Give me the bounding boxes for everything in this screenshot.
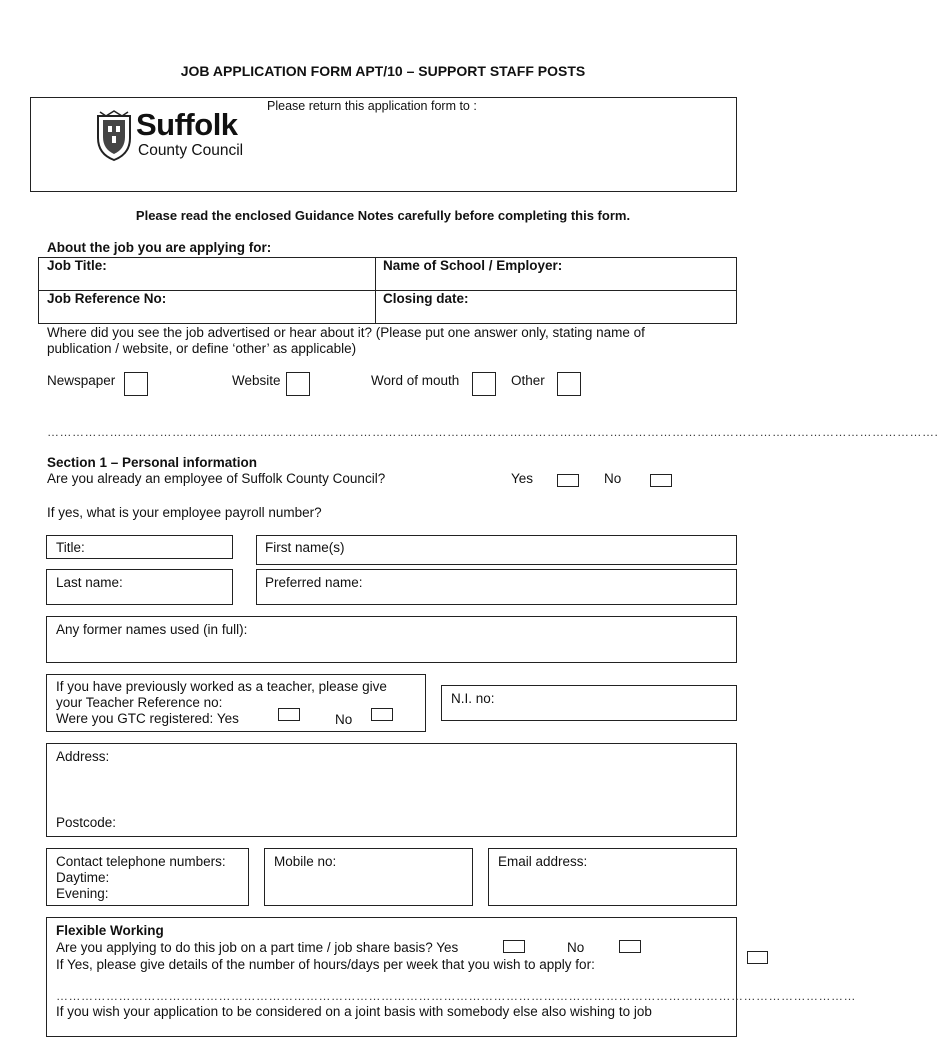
part-time-yes-checkbox[interactable] [503, 940, 525, 953]
hours-answer-line[interactable]: ………………………………………………………………………………………………………………………………………………………………………… [56, 989, 856, 1003]
payroll-question: If yes, what is your employee payroll number? [47, 505, 322, 520]
evening-label: Evening: [56, 886, 109, 901]
employee-no-checkbox[interactable] [650, 474, 672, 487]
job-table-vline [375, 257, 376, 324]
advert-question: Where did you see the job advertised or hear about it? (Please put one answer only, stating name of [47, 325, 645, 340]
employee-question: Are you already an employee of Suffolk County Council? [47, 471, 386, 486]
address-field[interactable] [46, 743, 737, 837]
school-employer-field[interactable]: Name of School / Employer: [383, 258, 563, 273]
gtc-question: Were you GTC registered: Yes [56, 711, 239, 726]
margin-checkbox[interactable] [747, 951, 768, 964]
part-time-question: Are you applying to do this job on a part time / job share basis? Yes [56, 940, 459, 955]
flexible-working-heading: Flexible Working [56, 923, 164, 938]
closing-date-field[interactable]: Closing date: [383, 291, 469, 306]
option-word-of-mouth-label: Word of mouth [371, 373, 460, 388]
employee-yes-checkbox[interactable] [557, 474, 579, 487]
logo-subtitle: County Council [138, 142, 244, 159]
postcode-label: Postcode: [56, 815, 117, 830]
address-label: Address: [56, 749, 110, 764]
guidance-note: Please read the enclosed Guidance Notes carefully before completing this form. [135, 208, 631, 223]
advert-question-cont: publication / website, or define ‘other’ as applicable) [47, 341, 357, 356]
ni-number-label: N.I. no: [451, 691, 495, 706]
crest-icon [94, 110, 134, 162]
logo [94, 108, 264, 164]
preferred-name-label: Preferred name: [265, 575, 363, 590]
option-other-label: Other [511, 373, 545, 388]
job-reference-field[interactable]: Job Reference No: [47, 291, 167, 306]
employee-no-label: No [604, 471, 622, 486]
option-other-checkbox[interactable] [557, 372, 581, 396]
return-text: Please return this application form to : [267, 99, 477, 113]
part-time-no-checkbox[interactable] [619, 940, 641, 953]
former-names-label: Any former names used (in full): [56, 622, 248, 637]
email-label: Email address: [498, 854, 588, 869]
part-time-no-label: No [567, 940, 585, 955]
option-website-label: Website [232, 373, 281, 388]
form-title: JOB APPLICATION FORM APT/10 – SUPPORT STAFF POSTS [180, 63, 586, 79]
mobile-label: Mobile no: [274, 854, 337, 869]
hours-details-label: If Yes, please give details of the number of hours/days per week that you wish to apply for: [56, 957, 595, 972]
teacher-reference-label: If you have previously worked as a teacher, please give [56, 679, 387, 694]
first-names-label: First name(s) [265, 540, 345, 555]
last-name-label: Last name: [56, 575, 123, 590]
job-title-field[interactable]: Job Title: [47, 258, 107, 273]
gtc-yes-checkbox[interactable] [278, 708, 300, 721]
advert-answer-line[interactable]: ……………………………………………………………………………………………………………………………………………………………………………………………. [47, 425, 938, 439]
teacher-reference-label-cont: your Teacher Reference no: [56, 695, 223, 710]
logo-name: Suffolk [136, 107, 238, 142]
gtc-no-checkbox[interactable] [371, 708, 393, 721]
daytime-label: Daytime: [56, 870, 110, 885]
employee-yes-label: Yes [511, 471, 534, 486]
title-label: Title: [56, 540, 85, 555]
section1-heading: Section 1 – Personal information [47, 455, 258, 470]
joint-basis-text: If you wish your application to be considered on a joint basis with somebody else also wishing to job [56, 1004, 652, 1019]
option-word-of-mouth-checkbox[interactable] [472, 372, 496, 396]
gtc-no-label: No [335, 712, 353, 727]
option-website-checkbox[interactable] [286, 372, 310, 396]
option-newspaper-label: Newspaper [47, 373, 116, 388]
job-section-heading: About the job you are applying for: [47, 240, 272, 255]
contact-numbers-label: Contact telephone numbers: [56, 854, 226, 869]
option-newspaper-checkbox[interactable] [124, 372, 148, 396]
